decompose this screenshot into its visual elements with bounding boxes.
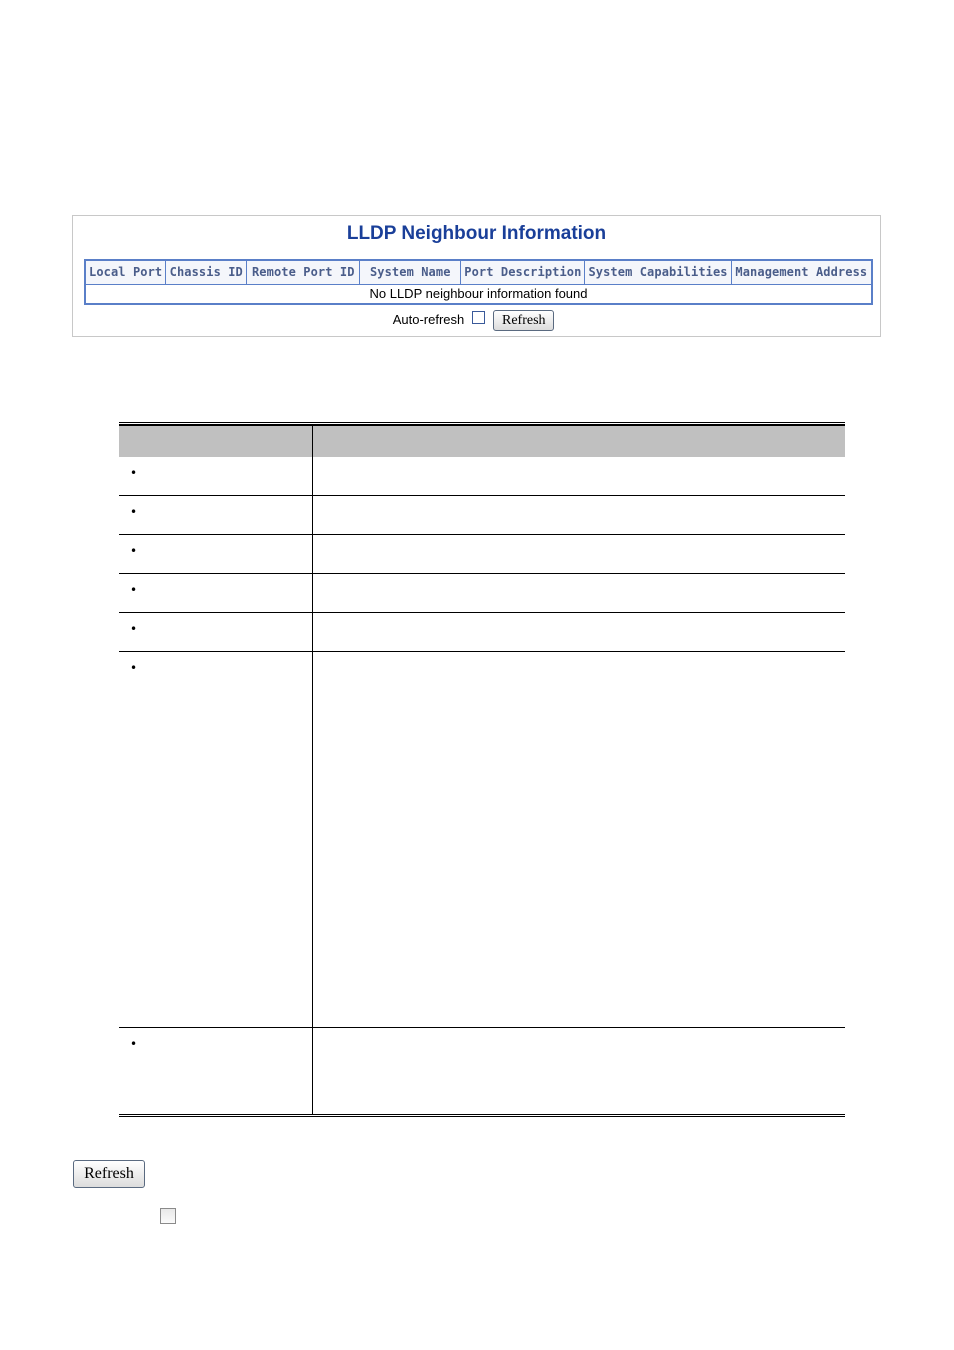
table-cell	[119, 613, 313, 651]
table-cell	[119, 535, 313, 573]
description-table-header	[119, 425, 845, 457]
table-cell	[119, 457, 313, 495]
neighbour-table	[84, 259, 873, 305]
bullet: •	[130, 661, 138, 675]
table-header-row	[85, 260, 872, 284]
table-row	[119, 1028, 845, 1114]
refresh-button[interactable]: Refresh	[493, 310, 554, 331]
table-row	[119, 535, 845, 574]
table-cell	[313, 652, 845, 1027]
table-cell	[119, 652, 313, 1027]
col-system-name: System Name	[360, 260, 461, 284]
table-row	[119, 574, 845, 613]
table-cell	[313, 535, 845, 573]
table-cell	[119, 1028, 313, 1114]
table-row	[119, 613, 845, 652]
bullet: •	[130, 1037, 138, 1051]
table-cell	[313, 496, 845, 534]
table-cell	[119, 496, 313, 534]
description-table	[119, 422, 845, 1117]
table-row	[119, 496, 845, 535]
table-cell	[313, 613, 845, 651]
table-cell	[119, 574, 313, 612]
col-system-capabilities: System Capabilities	[585, 260, 731, 284]
bullet: •	[130, 544, 138, 558]
refresh-button-sample[interactable]: Refresh	[73, 1160, 145, 1188]
bullet: •	[130, 466, 138, 480]
auto-refresh-label: Auto-refresh	[392, 311, 465, 327]
col-remote-port-id: Remote Port ID	[247, 260, 360, 284]
bullet: •	[130, 622, 138, 636]
col-local-port: Local Port	[85, 260, 166, 284]
auto-refresh-checkbox-sample[interactable]	[160, 1208, 176, 1224]
bullet: •	[130, 505, 138, 519]
col-management-address: Management Address	[731, 260, 872, 284]
table-cell	[313, 574, 845, 612]
header-cell-object	[119, 426, 313, 457]
col-chassis-id: Chassis ID	[166, 260, 247, 284]
table-row	[119, 457, 845, 496]
table-cell	[313, 1028, 845, 1114]
auto-refresh-checkbox[interactable]	[472, 311, 485, 324]
table-cell	[313, 457, 845, 495]
col-port-description: Port Description	[461, 260, 585, 284]
bullet: •	[130, 583, 138, 597]
table-row	[119, 652, 845, 1028]
lldp-neighbour-panel	[72, 215, 881, 337]
panel-title: LLDP Neighbour Information	[346, 223, 607, 244]
empty-message: No LLDP neighbour information found	[85, 284, 872, 304]
refresh-controls	[73, 307, 880, 331]
table-row	[85, 284, 872, 304]
